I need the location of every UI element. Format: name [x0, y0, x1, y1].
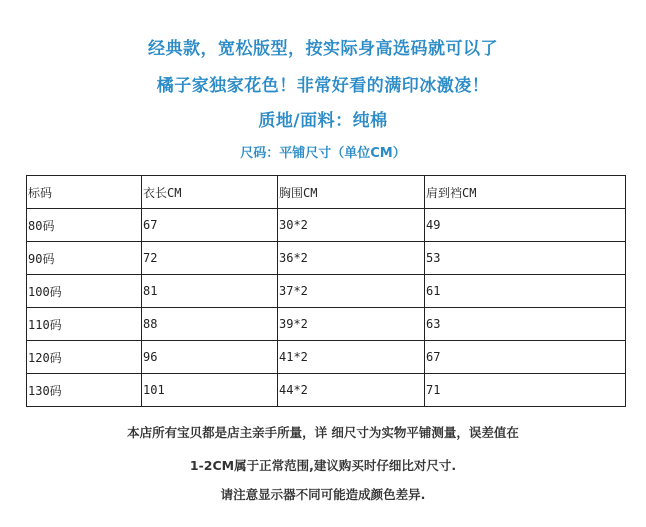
table-row: [27, 209, 626, 242]
cell-shoulder-to-crotch: 67: [425, 341, 626, 374]
cell-shoulder-to-crotch: 71: [425, 374, 626, 407]
cell-chest: 37*2: [278, 275, 425, 308]
cell-length: 101: [142, 374, 278, 407]
color-difference-note: 请注意显示器不同可能造成颜色差异.: [220, 487, 426, 502]
header-size: 标码: [27, 176, 142, 209]
measurement-note: 本店所有宝贝都是店主亲手所量，详 细尺寸为实物平铺测量，误差值在: [127, 425, 519, 440]
cell-size: 110码: [27, 308, 142, 341]
cell-chest: 36*2: [278, 242, 425, 275]
cell-shoulder-to-crotch: 63: [425, 308, 626, 341]
cell-length: 81: [142, 275, 278, 308]
table-row: [27, 374, 626, 407]
heading-print-note: 橘子家独家花色！非常好看的满印冰激凌！: [156, 76, 490, 96]
header-chest: 胸围CM: [278, 176, 425, 209]
tolerance-note: 1-2CM属于正常范围,建议购买时仔细比对尺寸.: [189, 458, 457, 473]
cell-length: 96: [142, 341, 278, 374]
cell-size: 100码: [27, 275, 142, 308]
cell-size: 120码: [27, 341, 142, 374]
table-header-row: [27, 176, 626, 209]
cell-shoulder-to-crotch: 53: [425, 242, 626, 275]
cell-size: 80码: [27, 209, 142, 242]
cell-chest: 39*2: [278, 308, 425, 341]
header-shoulder-to-crotch: 肩到裆CM: [425, 176, 626, 209]
heading-style-note: 经典款，宽松版型，按实际身高选码就可以了: [148, 39, 498, 59]
heading-material: 质地/面料：纯棉: [258, 111, 388, 131]
cell-length: 88: [142, 308, 278, 341]
header-length: 衣长CM: [142, 176, 278, 209]
cell-shoulder-to-crotch: 61: [425, 275, 626, 308]
cell-chest: 41*2: [278, 341, 425, 374]
cell-chest: 44*2: [278, 374, 425, 407]
heading-size-unit: 尺码：平铺尺寸（单位CM）: [240, 146, 406, 161]
table-row: [27, 275, 626, 308]
table-row: [27, 308, 626, 341]
table-row: [27, 341, 626, 374]
cell-shoulder-to-crotch: 49: [425, 209, 626, 242]
cell-chest: 30*2: [278, 209, 425, 242]
cell-size: 90码: [27, 242, 142, 275]
cell-size: 130码: [27, 374, 142, 407]
size-table: [26, 175, 626, 407]
table-row: [27, 242, 626, 275]
cell-length: 72: [142, 242, 278, 275]
cell-length: 67: [142, 209, 278, 242]
